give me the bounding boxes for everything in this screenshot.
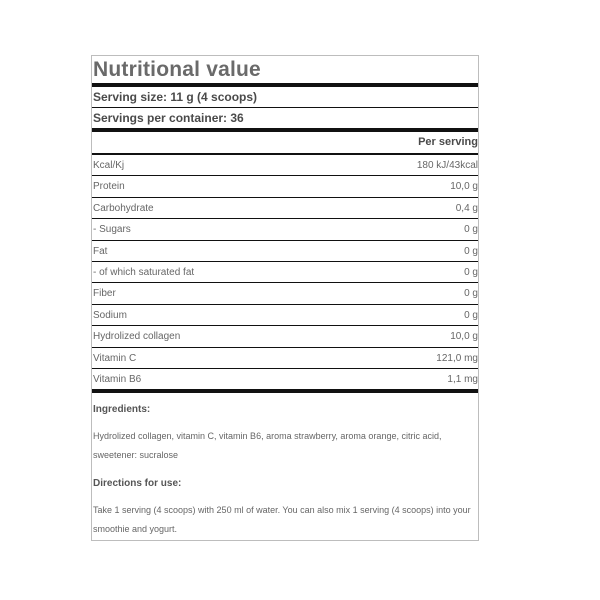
nutrient-row xyxy=(92,241,478,262)
product-info xyxy=(92,393,478,539)
nutrient-row xyxy=(92,326,478,347)
nutrient-row xyxy=(92,305,478,326)
per-serving-header: Per serving xyxy=(92,132,478,155)
nutrient-name: Sodium xyxy=(93,309,127,321)
nutrient-row xyxy=(92,369,478,393)
nutrient-row xyxy=(92,262,478,283)
nutrient-row xyxy=(92,155,478,176)
nutrient-name: - Sugars xyxy=(93,224,131,236)
nutrient-name: Fat xyxy=(93,245,108,257)
nutrient-row xyxy=(92,348,478,369)
panel-title: Nutritional value xyxy=(92,56,478,87)
ingredients-heading: Ingredients: xyxy=(93,404,151,416)
nutrition-panel xyxy=(91,55,479,541)
nutrient-value: 0 g xyxy=(464,224,478,236)
nutrient-value: 0 g xyxy=(464,245,478,257)
nutrient-name: - of which saturated fat xyxy=(93,266,195,278)
nutrient-name: Kcal/Kj xyxy=(93,160,125,171)
nutrient-value: 0 g xyxy=(464,288,478,300)
nutrient-value: 0 g xyxy=(464,309,478,321)
nutrient-name: Vitamin B6 xyxy=(93,373,142,385)
nutrient-row xyxy=(92,283,478,304)
nutrient-value: 10,0 g xyxy=(450,181,478,193)
nutrient-name: Hydrolized collagen xyxy=(93,331,181,343)
nutrient-table xyxy=(92,155,478,393)
nutrient-name: Vitamin C xyxy=(93,352,137,364)
nutrient-value: 0,4 g xyxy=(455,202,478,214)
serving-size: Serving size: 11 g (4 scoops) xyxy=(92,87,478,108)
nutrient-value: 121,0 mg xyxy=(436,352,478,364)
directions-heading: Directions for use: xyxy=(93,478,182,490)
nutrient-row xyxy=(92,198,478,219)
nutrient-value: 1,1 mg xyxy=(447,373,478,385)
nutrient-value: 10,0 g xyxy=(450,331,478,343)
nutrient-name: Fiber xyxy=(93,288,116,300)
directions-text: Take 1 serving (4 scoops) with 250 ml of water. You can also mix 1 serving (4 scoops) into your smoothie and yogurt. xyxy=(93,505,471,535)
nutrient-row xyxy=(92,176,478,197)
nutrient-value: 180 kJ/43kcal xyxy=(416,160,478,171)
nutrient-name: Carbohydrate xyxy=(93,202,154,214)
nutrient-value: 0 g xyxy=(464,266,478,278)
nutrient-name: Protein xyxy=(93,181,125,193)
nutrient-row xyxy=(92,219,478,240)
servings-per-container: Servings per container: 36 xyxy=(92,108,478,132)
ingredients-text: Hydrolized collagen, vitamin C, vitamin B6, aroma strawberry, aroma orange, citric acid, sweetener: sucralose xyxy=(93,431,442,461)
